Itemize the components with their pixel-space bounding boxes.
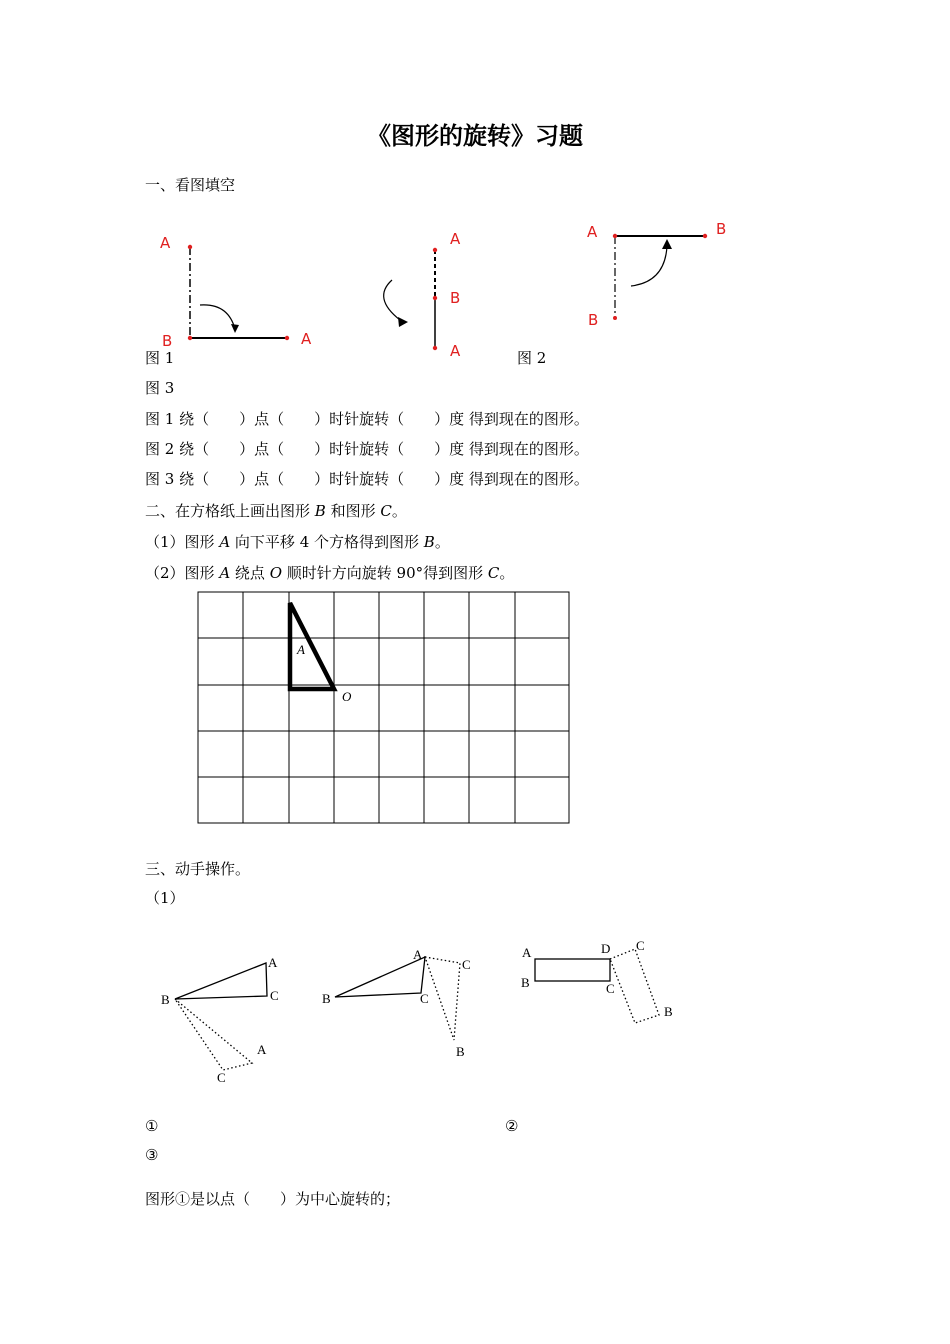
point-dot (433, 346, 437, 350)
point-dot (703, 234, 707, 238)
figure-3 (585, 218, 735, 333)
grid-lines (198, 592, 569, 823)
section2-heading: 二、在方格纸上画出图形 B 和图形 C。 (145, 502, 407, 520)
label-b: B (456, 1044, 465, 1059)
point-dot (613, 234, 617, 238)
point-dot (613, 316, 617, 320)
label-a: A (257, 1042, 267, 1057)
rotation-figure-2 (320, 945, 480, 1065)
label-b: B (664, 1004, 673, 1019)
section3-sub: （1） (145, 889, 185, 907)
rotation-arrow (200, 305, 235, 329)
point-dot (433, 248, 437, 252)
arrow-head-icon (231, 324, 239, 333)
point-label: B (450, 289, 461, 307)
label-c: C (217, 1070, 226, 1085)
label-b: B (322, 991, 331, 1006)
label-c: C (636, 938, 645, 953)
point-label: A (450, 230, 461, 248)
grid-paper[interactable] (197, 591, 571, 825)
rotation-figure-1 (155, 950, 285, 1090)
arrow-head-icon (398, 317, 408, 327)
figure-1 (150, 225, 330, 350)
label-c: C (420, 991, 429, 1006)
section2-item-2: （2）图形 A 绕点 O 顺时针方向旋转 90°得到图形 C。 (145, 564, 515, 582)
point-dot (188, 245, 192, 249)
rectangle-original (535, 959, 610, 981)
label-c: C (462, 957, 471, 972)
label-o: O (342, 689, 352, 704)
mark-3: ③ (145, 1146, 159, 1164)
figure-2-label: 图 2 (517, 349, 547, 367)
point-dot (433, 296, 437, 300)
label-a: A (413, 947, 423, 962)
figure-1-label: 图 1 (145, 349, 175, 367)
label-a: A (522, 945, 532, 960)
question-text: 图形①是以点（ ）为中心旋转的； (145, 1190, 401, 1208)
section3-heading: 三、动手操作。 (145, 860, 251, 878)
rotation-arrow (384, 280, 400, 320)
arrow-head-icon (662, 239, 672, 249)
point-label: B (588, 311, 599, 329)
point-label: B (162, 332, 173, 350)
triangle-rotated (175, 999, 252, 1070)
point-dot (188, 336, 192, 340)
label-b: B (161, 992, 170, 1007)
point-label: A (587, 223, 598, 241)
mark-1: ① (145, 1117, 159, 1135)
page-title: 《图形的旋转》习题 (367, 121, 583, 150)
point-label: A (160, 234, 171, 252)
triangle-rotated (425, 957, 460, 1040)
figure-3-label: 图 3 (145, 379, 175, 397)
label-c: C (606, 981, 615, 996)
triangle-original (335, 957, 425, 997)
label-a: A (268, 955, 278, 970)
label-d: D (601, 941, 611, 956)
label-c: C (270, 988, 279, 1003)
rotation-arrow (631, 246, 667, 286)
point-label: B (716, 220, 727, 238)
fill-line-3: 图 3 绕（ ）点（ ）时针旋转（ ）度 得到现在的图形。 (145, 470, 589, 488)
mark-2: ② (505, 1117, 519, 1135)
figure-2 (370, 228, 480, 358)
point-dot (285, 336, 289, 340)
fill-line-1: 图 1 绕（ ）点（ ）时针旋转（ ）度 得到现在的图形。 (145, 410, 589, 428)
section1-heading: 一、看图填空 (145, 176, 236, 194)
rotation-figure-3 (518, 935, 688, 1035)
label-a: A (297, 642, 305, 657)
rectangle-rotated (610, 949, 659, 1023)
triangle-original (175, 963, 267, 999)
label-b: B (521, 975, 530, 990)
fill-line-2: 图 2 绕（ ）点（ ）时针旋转（ ）度 得到现在的图形。 (145, 440, 589, 458)
point-label: A (450, 342, 461, 360)
point-label: A (301, 330, 312, 348)
section2-item-1: （1）图形 A 向下平移 4 个方格得到图形 B。 (145, 533, 450, 551)
